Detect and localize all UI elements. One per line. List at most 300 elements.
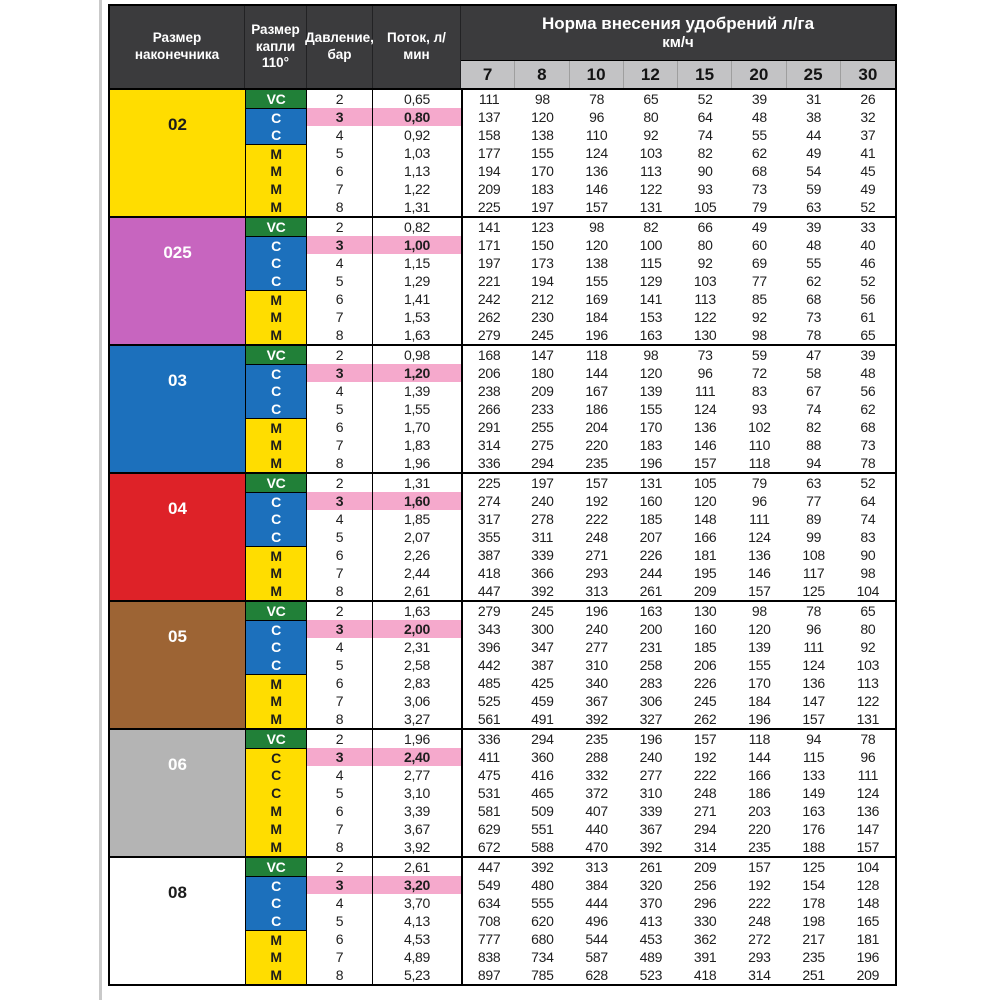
rate-value: 49 xyxy=(751,219,767,235)
rate-value: 222 xyxy=(585,511,608,527)
flow-value: 2,00 xyxy=(373,620,461,638)
rate-value: 115 xyxy=(640,255,662,271)
rate-value: 125 xyxy=(802,583,825,599)
rate-value: 470 xyxy=(585,839,608,855)
rate-value: 262 xyxy=(461,308,515,326)
rate-value: 509 xyxy=(531,803,554,819)
flow-value: 3,06 xyxy=(403,693,431,709)
rate-value: 52 xyxy=(860,273,876,289)
rate-value: 105 xyxy=(693,199,717,215)
rate-value: 475 xyxy=(461,766,515,784)
rate-value: 111 xyxy=(857,767,879,783)
rates-title-text: Норма внесения удобрений л/га xyxy=(541,14,815,33)
rate-value: 387 xyxy=(461,546,515,564)
rate-value: 155 xyxy=(531,145,554,161)
rate-value: 100 xyxy=(639,237,663,253)
pressure-value: 5 xyxy=(307,912,373,930)
droplet-size-cell: M xyxy=(245,198,307,216)
pressure-value: 2 xyxy=(307,730,373,748)
rate-value: 83 xyxy=(860,529,876,545)
rate-value: 54 xyxy=(806,163,822,179)
rate-value: 158 xyxy=(461,126,515,144)
rate-value: 185 xyxy=(693,639,717,655)
rate-value: 148 xyxy=(856,895,880,911)
rate-value: 279 xyxy=(461,326,515,344)
rate-value: 418 xyxy=(693,967,717,983)
rate-value: 313 xyxy=(585,583,608,599)
rate-value: 124 xyxy=(585,145,608,161)
pressure-value: 2 xyxy=(307,218,373,236)
rate-value: 425 xyxy=(531,675,554,691)
pressure-value: 5 xyxy=(307,272,373,290)
rate-value: 111 xyxy=(749,511,770,527)
rate-value: 230 xyxy=(531,309,554,325)
rate-value: 489 xyxy=(639,949,663,965)
nozzle-size-label: 05 xyxy=(110,602,245,728)
rate-value: 118 xyxy=(585,347,608,363)
rate-value: 150 xyxy=(531,237,554,253)
droplet-size-cell: C xyxy=(245,126,307,144)
rate-value: 137 xyxy=(461,108,515,126)
flow-value: 0,82 xyxy=(403,219,431,235)
rate-value: 131 xyxy=(639,199,663,215)
rate-value: 48 xyxy=(806,237,822,253)
flow-value: 1,85 xyxy=(403,511,431,527)
pressure-value: 7 xyxy=(307,308,373,326)
rate-value: 418 xyxy=(461,564,515,582)
flow-value: 1,20 xyxy=(373,364,461,382)
pressure-value: 8 xyxy=(307,454,373,472)
pressure-value: 3 xyxy=(307,236,373,254)
rate-value: 60 xyxy=(751,237,767,253)
rate-value: 62 xyxy=(751,145,767,161)
table-body xyxy=(110,90,895,984)
flow-value: 0,92 xyxy=(403,127,431,143)
rate-value: 209 xyxy=(461,180,515,198)
rate-value: 173 xyxy=(531,255,554,271)
rate-value: 181 xyxy=(856,931,880,947)
pressure-value: 5 xyxy=(307,528,373,546)
rate-value: 459 xyxy=(531,693,554,709)
rate-value: 65 xyxy=(860,603,876,619)
rate-value: 372 xyxy=(585,785,608,801)
rate-value: 92 xyxy=(751,309,767,325)
pressure-value: 5 xyxy=(307,400,373,418)
rate-value: 47 xyxy=(806,347,822,363)
pressure-value: 4 xyxy=(307,766,373,784)
rate-value: 266 xyxy=(461,400,515,418)
header-pressure: Давление, бар xyxy=(307,6,373,88)
droplet-size-cell: M xyxy=(245,692,307,710)
rate-value: 588 xyxy=(531,839,554,855)
rate-value: 306 xyxy=(639,693,663,709)
rate-value: 44 xyxy=(806,127,822,143)
header-rates-block xyxy=(461,6,895,88)
pressure-value: 6 xyxy=(307,290,373,308)
flow-value: 1,53 xyxy=(403,309,431,325)
speed-header-12: 12 xyxy=(624,61,678,88)
rate-value: 170 xyxy=(748,675,771,691)
rate-value: 48 xyxy=(860,365,876,381)
rate-value: 197 xyxy=(531,199,554,215)
rate-value: 634 xyxy=(461,894,515,912)
rate-value: 72 xyxy=(751,365,767,381)
rate-value: 147 xyxy=(531,347,554,363)
rate-value: 73 xyxy=(860,437,876,453)
rate-value: 133 xyxy=(802,767,825,783)
pressure-value: 2 xyxy=(307,602,373,620)
flow-value: 3,10 xyxy=(403,785,431,801)
flow-value: 1,96 xyxy=(403,731,431,747)
rate-value: 233 xyxy=(531,401,554,417)
droplet-size-cell: C xyxy=(245,748,307,766)
rate-value: 278 xyxy=(531,511,554,527)
nozzle-group-05 xyxy=(110,600,895,728)
rate-value: 77 xyxy=(751,273,767,289)
rate-value: 74 xyxy=(860,511,876,527)
rate-value: 99 xyxy=(806,529,822,545)
rate-value: 160 xyxy=(693,621,717,637)
droplet-size-cell: M xyxy=(245,966,307,984)
rate-value: 40 xyxy=(860,237,876,253)
rate-value: 453 xyxy=(639,931,663,947)
rate-value: 192 xyxy=(585,493,608,509)
droplet-size-cell: M xyxy=(245,454,307,472)
rate-value: 118 xyxy=(748,455,771,471)
droplet-size-cell: M xyxy=(245,674,307,692)
rate-value: 897 xyxy=(461,966,515,984)
rate-value: 523 xyxy=(639,967,663,983)
flow-value: 2,83 xyxy=(403,675,431,691)
flow-value: 5,23 xyxy=(403,967,431,983)
rate-value: 26 xyxy=(860,91,876,107)
rate-value: 209 xyxy=(693,583,717,599)
rate-value: 56 xyxy=(860,383,876,399)
droplet-size-cell: C xyxy=(245,510,307,528)
rate-value: 103 xyxy=(856,657,880,673)
rate-value: 49 xyxy=(806,145,822,161)
rate-value: 122 xyxy=(856,693,880,709)
rate-value: 734 xyxy=(531,949,554,965)
rate-value: 447 xyxy=(461,582,515,600)
rate-value: 69 xyxy=(751,255,767,271)
rate-value: 240 xyxy=(585,621,608,637)
flow-value: 3,39 xyxy=(403,803,431,819)
rate-value: 310 xyxy=(639,785,663,801)
rate-value: 111 xyxy=(694,383,716,399)
rate-value: 196 xyxy=(639,731,663,747)
rate-value: 192 xyxy=(748,877,771,893)
rate-value: 320 xyxy=(639,877,663,893)
flow-value: 4,89 xyxy=(403,949,431,965)
rate-value: 184 xyxy=(748,693,771,709)
nozzle-size-label: 025 xyxy=(110,218,245,344)
pressure-value: 8 xyxy=(307,198,373,216)
rate-value: 192 xyxy=(693,749,717,765)
rate-value: 240 xyxy=(531,493,554,509)
rate-value: 196 xyxy=(585,327,608,343)
rate-value: 203 xyxy=(748,803,771,819)
nozzle-group-025 xyxy=(110,216,895,344)
flow-value: 4,13 xyxy=(403,913,431,929)
pressure-value: 8 xyxy=(307,838,373,856)
rate-value: 277 xyxy=(639,767,663,783)
pressure-value: 6 xyxy=(307,418,373,436)
rate-value: 41 xyxy=(860,145,876,161)
rate-value: 65 xyxy=(643,91,659,107)
rate-value: 89 xyxy=(806,511,822,527)
rate-value: 196 xyxy=(639,455,663,471)
rate-value: 58 xyxy=(806,365,822,381)
rate-value: 220 xyxy=(585,437,608,453)
rate-value: 131 xyxy=(856,711,880,727)
rate-value: 355 xyxy=(461,528,515,546)
rate-value: 68 xyxy=(860,419,876,435)
nozzle-size-label: 03 xyxy=(110,346,245,472)
rate-value: 52 xyxy=(860,475,876,491)
droplet-size-cell: C xyxy=(245,382,307,400)
flow-value: 1,31 xyxy=(403,199,431,215)
rate-value: 96 xyxy=(589,109,605,125)
flow-value: 2,07 xyxy=(403,529,431,545)
pressure-value: 6 xyxy=(307,930,373,948)
rate-value: 314 xyxy=(748,967,771,983)
rate-value: 83 xyxy=(751,383,767,399)
rate-value: 45 xyxy=(860,163,876,179)
rate-value: 587 xyxy=(585,949,608,965)
pressure-value: 2 xyxy=(307,474,373,492)
flow-value: 2,26 xyxy=(403,547,431,563)
rate-value: 212 xyxy=(531,291,554,307)
rate-value: 73 xyxy=(806,309,822,325)
rate-value: 73 xyxy=(751,181,767,197)
rate-value: 274 xyxy=(461,492,515,510)
rate-value: 531 xyxy=(461,784,515,802)
rate-value: 294 xyxy=(531,731,554,747)
rate-value: 79 xyxy=(751,475,767,491)
pressure-value: 7 xyxy=(307,436,373,454)
droplet-size-cell: M xyxy=(245,290,307,308)
rate-value: 343 xyxy=(461,620,515,638)
rate-value: 672 xyxy=(461,838,515,856)
rate-value: 166 xyxy=(748,767,771,783)
droplet-size-cell: C xyxy=(245,400,307,418)
rate-value: 157 xyxy=(693,455,717,471)
rate-value: 416 xyxy=(531,767,554,783)
rate-value: 370 xyxy=(639,895,663,911)
rate-value: 146 xyxy=(693,437,717,453)
rate-value: 111 xyxy=(803,639,824,655)
header-rates-title xyxy=(461,6,895,60)
rate-value: 176 xyxy=(802,821,825,837)
rate-value: 551 xyxy=(531,821,554,837)
rate-value: 196 xyxy=(748,711,771,727)
rate-value: 184 xyxy=(585,309,608,325)
rate-value: 313 xyxy=(585,859,608,875)
rate-value: 168 xyxy=(461,346,515,364)
rate-value: 67 xyxy=(806,383,822,399)
rate-value: 63 xyxy=(806,199,822,215)
rate-value: 336 xyxy=(461,730,515,748)
table-header xyxy=(110,6,895,90)
pressure-value: 2 xyxy=(307,90,373,108)
pressure-value: 7 xyxy=(307,820,373,838)
rate-value: 94 xyxy=(806,455,822,471)
rate-value: 186 xyxy=(585,401,608,417)
rate-value: 194 xyxy=(531,273,554,289)
flow-value: 2,77 xyxy=(403,767,431,783)
rate-value: 680 xyxy=(531,931,554,947)
speed-header-row xyxy=(461,60,895,88)
rate-value: 65 xyxy=(860,327,876,343)
rate-value: 124 xyxy=(748,529,771,545)
rate-value: 279 xyxy=(461,602,515,620)
rate-value: 339 xyxy=(531,547,554,563)
rate-value: 340 xyxy=(585,675,608,691)
flow-value: 3,67 xyxy=(403,821,431,837)
pressure-value: 5 xyxy=(307,656,373,674)
droplet-size-cell: C xyxy=(245,876,307,894)
nozzle-size-label: 04 xyxy=(110,474,245,600)
rate-value: 708 xyxy=(461,912,515,930)
rate-value: 157 xyxy=(585,199,608,215)
rate-value: 146 xyxy=(585,181,608,197)
rate-value: 245 xyxy=(531,603,554,619)
rate-value: 411 xyxy=(461,748,515,766)
rate-value: 206 xyxy=(693,657,717,673)
rate-value: 183 xyxy=(531,181,554,197)
rate-value: 327 xyxy=(639,711,663,727)
rate-value: 317 xyxy=(461,510,515,528)
droplet-size-cell: M xyxy=(245,820,307,838)
flow-value: 0,98 xyxy=(403,347,431,363)
rate-value: 147 xyxy=(856,821,880,837)
rate-value: 124 xyxy=(693,401,717,417)
rate-value: 80 xyxy=(860,621,876,637)
rate-value: 222 xyxy=(693,767,717,783)
droplet-size-cell: C xyxy=(245,492,307,510)
rate-value: 261 xyxy=(639,583,663,599)
rate-value: 362 xyxy=(693,931,717,947)
pressure-value: 3 xyxy=(307,748,373,766)
speed-header-15: 15 xyxy=(678,61,732,88)
droplet-size-cell: VC xyxy=(245,858,307,876)
flow-value: 1,96 xyxy=(403,455,431,471)
rate-value: 248 xyxy=(748,913,771,929)
rate-value: 261 xyxy=(639,859,663,875)
rate-value: 244 xyxy=(639,565,663,581)
rate-value: 33 xyxy=(860,219,876,235)
droplet-size-cell: M xyxy=(245,436,307,454)
rate-value: 207 xyxy=(639,529,663,545)
pressure-value: 4 xyxy=(307,638,373,656)
rate-value: 217 xyxy=(802,931,825,947)
rate-value: 149 xyxy=(802,785,825,801)
speed-header-25: 25 xyxy=(787,61,841,88)
rate-value: 396 xyxy=(461,638,515,656)
rate-value: 198 xyxy=(802,913,825,929)
rate-value: 248 xyxy=(693,785,717,801)
rate-value: 96 xyxy=(806,621,822,637)
rate-value: 157 xyxy=(856,839,880,855)
rate-value: 98 xyxy=(589,219,605,235)
rate-value: 169 xyxy=(585,291,608,307)
rate-value: 68 xyxy=(806,291,822,307)
rate-value: 226 xyxy=(693,675,717,691)
rate-value: 122 xyxy=(693,309,717,325)
rate-value: 275 xyxy=(531,437,554,453)
rate-value: 209 xyxy=(693,859,717,875)
rate-value: 103 xyxy=(693,273,717,289)
droplet-size-cell: C xyxy=(245,620,307,638)
rate-value: 221 xyxy=(461,272,515,290)
rate-value: 82 xyxy=(697,145,713,161)
droplet-size-cell: C xyxy=(245,364,307,382)
rate-value: 98 xyxy=(751,603,767,619)
rate-value: 113 xyxy=(857,675,879,691)
rate-value: 226 xyxy=(639,547,663,563)
pressure-value: 3 xyxy=(307,876,373,894)
rate-value: 480 xyxy=(531,877,554,893)
rate-value: 64 xyxy=(860,493,876,509)
rate-value: 73 xyxy=(697,347,713,363)
flow-value: 1,29 xyxy=(403,273,431,289)
droplet-size-cell: M xyxy=(245,326,307,344)
header-flow: Поток, л/мин xyxy=(373,6,461,88)
rate-value: 544 xyxy=(585,931,608,947)
rate-value: 130 xyxy=(693,603,717,619)
rate-value: 157 xyxy=(802,711,825,727)
rate-value: 120 xyxy=(693,493,717,509)
rate-value: 235 xyxy=(748,839,771,855)
rate-value: 209 xyxy=(531,383,554,399)
flow-value: 2,61 xyxy=(403,859,431,875)
rate-value: 256 xyxy=(693,877,717,893)
rate-value: 628 xyxy=(585,967,608,983)
rate-value: 38 xyxy=(806,109,822,125)
rate-value: 78 xyxy=(860,731,876,747)
rate-value: 111 xyxy=(461,90,515,108)
flow-value: 2,44 xyxy=(403,565,431,581)
pressure-value: 7 xyxy=(307,180,373,198)
rate-value: 194 xyxy=(461,162,515,180)
header-droplet-size: Размер капли 110° xyxy=(245,6,307,88)
rate-value: 105 xyxy=(693,475,717,491)
rate-value: 131 xyxy=(639,475,663,491)
droplet-size-cell: C xyxy=(245,638,307,656)
pressure-value: 6 xyxy=(307,162,373,180)
rate-value: 82 xyxy=(806,419,822,435)
rate-value: 74 xyxy=(697,127,713,143)
pressure-value: 3 xyxy=(307,108,373,126)
rate-value: 157 xyxy=(748,859,771,875)
rate-value: 157 xyxy=(693,731,717,747)
flow-value: 1,41 xyxy=(403,291,431,307)
rate-value: 197 xyxy=(461,254,515,272)
rate-value: 56 xyxy=(860,291,876,307)
pressure-value: 4 xyxy=(307,254,373,272)
rate-value: 186 xyxy=(748,785,771,801)
rate-value: 153 xyxy=(639,309,663,325)
flow-value: 2,61 xyxy=(403,583,431,599)
rate-value: 96 xyxy=(751,493,767,509)
rate-value: 62 xyxy=(860,401,876,417)
rate-value: 310 xyxy=(585,657,608,673)
rate-value: 293 xyxy=(748,949,771,965)
rate-value: 155 xyxy=(585,273,608,289)
droplet-size-cell: VC xyxy=(245,218,307,236)
rate-value: 141 xyxy=(461,218,515,236)
